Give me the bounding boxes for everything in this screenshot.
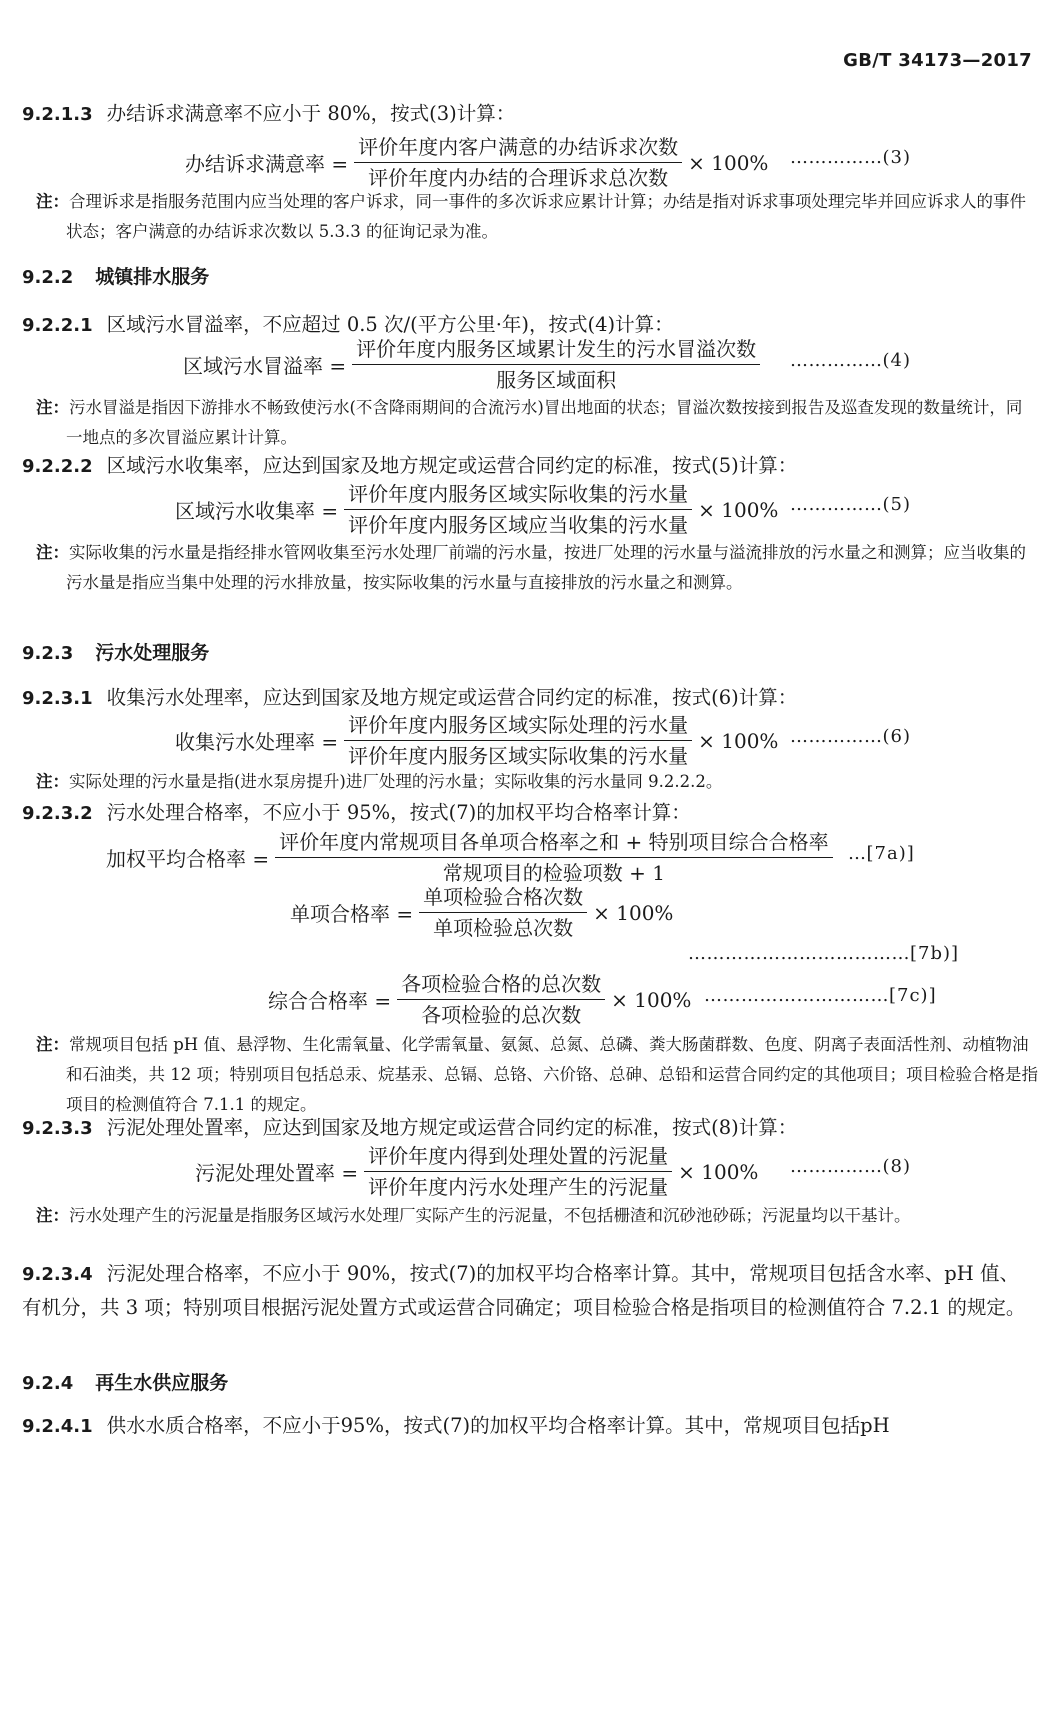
- formula-tag-label: [7a)]: [866, 843, 915, 864]
- clause-number: 9.2.1.3: [22, 104, 93, 125]
- clause-text: 办结诉求满意率不应小于 80%，按式(3)计算：: [106, 102, 516, 125]
- clause-number: 9.2.3.2: [22, 803, 93, 824]
- formula-lhs: 污泥处理处置率 =: [195, 1161, 359, 1185]
- section-number: 9.2.2: [22, 267, 74, 288]
- formula-tag-4: ……………(4): [790, 350, 911, 371]
- clause-text: 区域污水冒溢率，不应超过 0.5 次/(平方公里·年)，按式(4)计算：: [106, 313, 674, 336]
- clause-text: 供水水质合格率，不应小于95%，按式(7)的加权平均合格率计算。其中，常规项目包括pH: [106, 1414, 890, 1437]
- note-4: [36, 767, 1038, 797]
- denominator: 评价年度内污水处理产生的污泥量: [368, 1175, 669, 1199]
- clause-9-2-3-2: [22, 797, 1032, 830]
- denominator: 评价年度内办结的合理诉求总次数: [368, 166, 669, 190]
- note-text: 实际收集的污水量是指经排水管网收集至污水处理厂前端的污水量，按进厂处理的污水量与溢流排放的污水量之和测算；应当收集的污水量是指应当集中处理的污水排放量，按实际收集的污水量与直接排放的污水量之和测算。: [66, 543, 1026, 592]
- formula-multiplier: × 100%: [698, 728, 779, 753]
- formula-tag-7c: …………………………[7c)]: [704, 985, 937, 1006]
- fraction: [419, 884, 587, 941]
- note-text: 污水处理产生的污泥量是指服务区域污水处理厂实际产生的污泥量，不包括栅渣和沉砂池砂砾；污泥量均以干基计。: [69, 1206, 911, 1225]
- formula-tag-label: (8): [882, 1156, 911, 1177]
- note-label: 注：: [36, 192, 69, 211]
- fraction: [364, 1143, 672, 1200]
- numerator: 评价年度内客户满意的办结诉求次数: [354, 134, 682, 163]
- section-heading-9-2-3: [22, 638, 209, 665]
- formula-lhs: 区域污水收集率 =: [175, 499, 339, 523]
- formula-lhs: 区域污水冒溢率 =: [183, 354, 347, 378]
- clause-number: 9.2.3.1: [22, 688, 93, 709]
- note-label: 注：: [36, 1206, 69, 1225]
- denominator: 评价年度内服务区域应当收集的污水量: [348, 513, 689, 537]
- numerator: 评价年度内常规项目各单项合格率之和 + 特别项目综合合格率: [275, 829, 832, 858]
- formula-lhs: 单项合格率 =: [290, 902, 414, 926]
- formula-tag-label: [7b)]: [910, 943, 960, 964]
- formula-multiplier: × 100%: [688, 150, 769, 175]
- clause-number: 9.2.3.4: [22, 1264, 93, 1285]
- clause-number: 9.2.3.3: [22, 1118, 93, 1139]
- section-heading-9-2-2: [22, 262, 209, 289]
- note-text: 合理诉求是指服务范围内应当处理的客户诉求，同一事件的多次诉求应累计计算；办结是指对诉求事项处理完毕并回应诉求人的事件状态；客户满意的办结诉求次数以 5.3.3 的征询记录为准。: [66, 192, 1026, 241]
- numerator: 评价年度内服务区域累计发生的污水冒溢次数: [352, 336, 760, 365]
- denominator: 单项检验总次数: [433, 916, 574, 940]
- formula-tag-label: (3): [882, 147, 911, 168]
- clause-9-2-1-3: [22, 98, 1032, 131]
- numerator: 评价年度内服务区域实际收集的污水量: [344, 481, 692, 510]
- clause-9-2-3-1: [22, 682, 1032, 715]
- clause-9-2-3-4: [22, 1257, 1032, 1324]
- note-2: [36, 393, 1038, 453]
- denominator: 各项检验的总次数: [421, 1003, 582, 1027]
- formula-tag-7a: …[7a)]: [848, 843, 915, 864]
- formula-lhs: 收集污水处理率 =: [175, 730, 339, 754]
- formula-5: [175, 481, 778, 538]
- formula-tag-7b: ………………………………[7b)]: [688, 943, 960, 964]
- formula-tag-3: ……………(3): [790, 147, 911, 168]
- clause-text: 污水处理合格率，不应小于 95%，按式(7)的加权平均合格率计算：: [106, 801, 691, 824]
- formula-tag-label: (6): [882, 726, 911, 747]
- formula-tag-8: ……………(8): [790, 1156, 911, 1177]
- formula-lhs: 加权平均合格率 =: [106, 847, 270, 871]
- section-title: 再生水供应服务: [95, 1372, 229, 1394]
- note-label: 注：: [36, 1035, 69, 1054]
- section-number: 9.2.4: [22, 1373, 74, 1394]
- section-title: 污水处理服务: [95, 642, 210, 664]
- denominator: 评价年度内服务区域实际收集的污水量: [348, 744, 689, 768]
- numerator: 单项检验合格次数: [419, 884, 587, 913]
- numerator: 各项检验合格的总次数: [397, 971, 605, 1000]
- denominator: 服务区域面积: [496, 368, 617, 392]
- formula-tag-5: ……………(5): [790, 494, 911, 515]
- formula-tag-label: (4): [882, 350, 911, 371]
- clause-text: 区域污水收集率，应达到国家及地方规定或运营合同约定的标准，按式(5)计算：: [106, 454, 798, 477]
- note-label: 注：: [36, 543, 69, 562]
- formula-multiplier: × 100%: [593, 900, 674, 925]
- fraction: [275, 829, 832, 886]
- section-number: 9.2.3: [22, 643, 74, 664]
- numerator: 评价年度内得到处理处置的污泥量: [364, 1143, 672, 1172]
- fraction: [354, 134, 682, 191]
- formula-multiplier: × 100%: [678, 1159, 759, 1184]
- clause-number: 9.2.2.1: [22, 315, 93, 336]
- note-text: 常规项目包括 pH 值、悬浮物、生化需氧量、化学需氧量、氨氮、总氮、总磷、粪大肠菌群数、色度、阴离子表面活性剂、动植物油和石油类，共 12 项；特别项目包括总汞、烷基汞、总镉、总铬、六价铬、总砷、总铅和运营合同约定的其他项目；项目检验合格是指项目的检测值符合 7.1.1 的规定。: [66, 1035, 1038, 1114]
- fraction: [397, 971, 605, 1028]
- section-heading-9-2-4: [22, 1368, 228, 1395]
- note-5: [36, 1030, 1038, 1120]
- formula-tag-label: (5): [882, 494, 911, 515]
- clause-number: 9.2.4.1: [22, 1416, 93, 1437]
- note-text: 实际处理的污水量是指(进水泵房提升)进厂处理的污水量；实际收集的污水量同 9.2.2.2。: [69, 772, 723, 791]
- clause-number: 9.2.2.2: [22, 456, 93, 477]
- formula-tag-6: ……………(6): [790, 726, 911, 747]
- clause-9-2-2-2: [22, 450, 1032, 483]
- fraction: [344, 712, 692, 769]
- formula-7c: [268, 971, 691, 1028]
- note-label: 注：: [36, 398, 69, 417]
- clause-text: 收集污水处理率，应达到国家及地方规定或运营合同约定的标准，按式(6)计算：: [106, 686, 798, 709]
- clause-text: 污泥处理处置率，应达到国家及地方规定或运营合同约定的标准，按式(8)计算：: [106, 1116, 798, 1139]
- formula-4: [183, 336, 766, 393]
- formula-lhs: 办结诉求满意率 =: [185, 152, 349, 176]
- fraction: [344, 481, 692, 538]
- numerator: 评价年度内服务区域实际处理的污水量: [344, 712, 692, 741]
- formula-8: [195, 1143, 758, 1200]
- note-label: 注：: [36, 772, 69, 791]
- formula-7a: [106, 829, 839, 886]
- standard-code-header: GB/T 34173—2017: [843, 50, 1032, 71]
- formula-tag-label: [7c)]: [889, 985, 937, 1006]
- note-3: [36, 538, 1038, 598]
- formula-multiplier: × 100%: [698, 497, 779, 522]
- denominator: 常规项目的检验项数 + 1: [442, 861, 665, 885]
- clause-9-2-4-1: [22, 1410, 1032, 1443]
- note-1: [36, 187, 1038, 247]
- formula-7b: [290, 884, 673, 941]
- section-title: 城镇排水服务: [95, 266, 210, 288]
- note-text: 污水冒溢是指因下游排水不畅致使污水(不含降雨期间的合流污水)冒出地面的状态；冒溢次数按接到报告及巡查发现的数量统计，同一地点的多次冒溢应累计计算。: [66, 398, 1023, 447]
- formula-6: [175, 712, 778, 769]
- formula-multiplier: × 100%: [611, 987, 692, 1012]
- formula-3: [185, 134, 768, 191]
- note-6: [36, 1201, 1038, 1231]
- clause-text: 污泥处理合格率，不应小于 90%，按式(7)的加权平均合格率计算。其中，常规项目包括含水率、pH 值、有机分，共 3 项；特别项目根据污泥处置方式或运营合同确定；项目检验合格是指项目的检测值符合 7.2.1 的规定。: [22, 1262, 1026, 1319]
- formula-lhs: 综合合格率 =: [268, 989, 392, 1013]
- clause-9-2-3-3: [22, 1112, 1032, 1145]
- fraction: [352, 336, 760, 393]
